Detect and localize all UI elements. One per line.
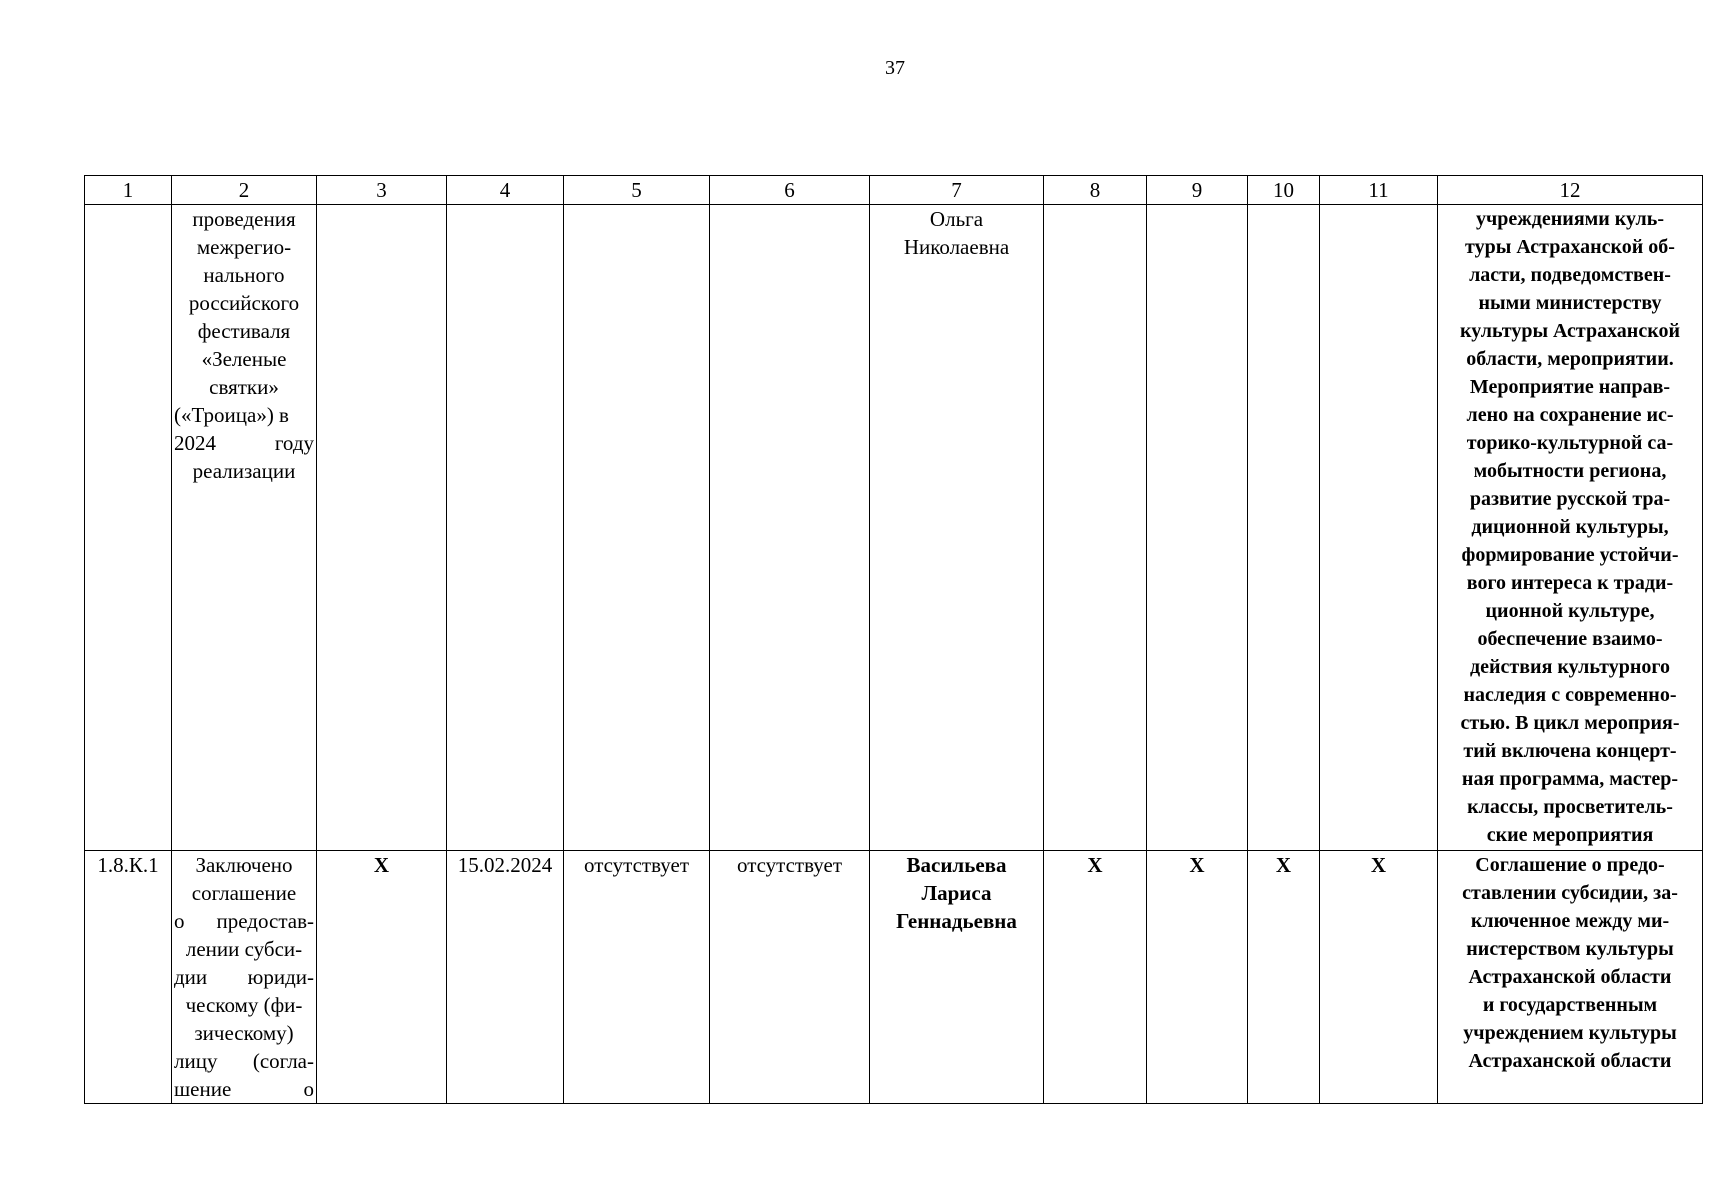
text-line: межрегио-: [196, 235, 292, 259]
header-cell: 9: [1147, 176, 1248, 205]
text-line: [174, 963, 314, 991]
text-line: обеспечение взаимо-: [1477, 628, 1663, 650]
row-number-cell: 1.8.К.1: [85, 851, 172, 1104]
header-cell: 4: [447, 176, 564, 205]
header-cell: 7: [870, 176, 1044, 205]
text-fragment: (согла-: [252, 1049, 314, 1073]
text-line: реализации: [192, 459, 296, 483]
description-cell: [1438, 205, 1703, 851]
cell-x-mark: Х: [1044, 851, 1147, 1104]
row-number-cell: [85, 205, 172, 851]
header-row: [85, 176, 1703, 205]
header-cell: 6: [710, 176, 870, 205]
text-fragment: юриди-: [247, 965, 314, 989]
text-line: учреждением культуры: [1463, 1022, 1677, 1044]
cell-x-mark: Х: [317, 851, 447, 1104]
header-cell: 1: [85, 176, 172, 205]
text-line: ласти, подведомствен-: [1469, 264, 1671, 286]
event-name-cell: [172, 205, 317, 851]
cell-x-mark: Х: [1320, 851, 1438, 1104]
empty-cell: [1044, 205, 1147, 851]
header-cell: 11: [1320, 176, 1438, 205]
empty-cell: [317, 205, 447, 851]
text-line: формирование устойчи-: [1461, 544, 1679, 566]
text-line: «Зеленые: [201, 347, 287, 371]
text-line: туры Астраханской об-: [1465, 236, 1675, 258]
text-line: [174, 907, 314, 935]
text-line: нистерством культуры: [1466, 938, 1674, 960]
status-cell: отсутствует: [564, 851, 710, 1104]
text-line: наследия с современно-: [1463, 684, 1677, 706]
text-line: Соглашение о предо-: [1475, 854, 1665, 876]
text-line: ставлении субсидии, за-: [1462, 882, 1678, 904]
responsible-person-cell: [870, 851, 1044, 1104]
text-line: вого интереса к тради-: [1466, 572, 1674, 594]
text-fragment: («Троица») в: [174, 403, 289, 427]
text-fragment: предостав-: [216, 909, 314, 933]
text-line: Васильева: [906, 853, 1007, 877]
text-line: области, мероприятии.: [1466, 348, 1674, 370]
table-row: [85, 205, 1703, 851]
status-cell: отсутствует: [710, 851, 870, 1104]
text-line: культуры Астраханской: [1459, 320, 1680, 342]
text-line: Николаевна: [903, 235, 1010, 259]
text-fragment: дии: [174, 965, 208, 989]
text-line: соглашение: [191, 881, 297, 905]
empty-cell: [710, 205, 870, 851]
text-line: действия культурного: [1470, 656, 1670, 678]
text-line: Лариса: [921, 881, 992, 905]
text-line: проведения: [192, 207, 296, 231]
header-cell: 5: [564, 176, 710, 205]
text-line: диционной культуры,: [1471, 516, 1669, 538]
text-line: классы, просветитель-: [1467, 796, 1673, 818]
text-line: российского: [188, 291, 300, 315]
text-line: стью. В цикл мероприя-: [1460, 712, 1680, 734]
text-line: Заключено: [195, 853, 293, 877]
document-table: [84, 175, 1703, 1104]
text-line: Геннадьевна: [896, 909, 1017, 933]
text-line: святки»: [209, 375, 279, 399]
description-cell: [1438, 851, 1703, 1104]
header-cell: 2: [172, 176, 317, 205]
text-line: мобытности региона,: [1473, 460, 1667, 482]
text-line: нального: [203, 263, 285, 287]
text-line: [174, 429, 314, 457]
event-name-cell: [172, 851, 317, 1104]
text-line: Астраханской области: [1468, 966, 1672, 988]
text-fragment: 2024: [174, 431, 216, 455]
date-cell: 15.02.2024: [447, 851, 564, 1104]
header-cell: 12: [1438, 176, 1703, 205]
text-line: ческому (фи-: [185, 993, 303, 1017]
empty-cell: [564, 205, 710, 851]
text-line: ключенное между ми-: [1470, 910, 1670, 932]
text-line: [174, 1075, 314, 1103]
text-line: лено на сохранение ис-: [1466, 404, 1674, 426]
text-line: зическому): [194, 1021, 294, 1045]
text-line: ная программа, мастер-: [1461, 768, 1679, 790]
cell-x-mark: Х: [1147, 851, 1248, 1104]
empty-cell: [1248, 205, 1320, 851]
text-line: фестиваля: [197, 319, 291, 343]
cell-x-mark: Х: [1248, 851, 1320, 1104]
text-line: Астраханской области: [1468, 1050, 1672, 1072]
table-row: [85, 851, 1703, 1104]
text-line: лении субси-: [185, 937, 303, 961]
empty-cell: [1147, 205, 1248, 851]
text-line: торико-культурной са-: [1466, 432, 1674, 454]
text-line: ционной культуре,: [1485, 600, 1655, 622]
text-line: учреждениями куль-: [1476, 208, 1664, 230]
empty-cell: [447, 205, 564, 851]
text-line: [174, 401, 314, 429]
text-line: [174, 1047, 314, 1075]
text-line: ские мероприятия: [1486, 824, 1654, 846]
text-line: развитие русской тра-: [1469, 488, 1671, 510]
text-line: и государственным: [1482, 994, 1658, 1016]
text-line: Мероприятие направ-: [1469, 376, 1671, 398]
page-number: 37: [885, 57, 905, 79]
text-fragment: о: [174, 909, 185, 933]
header-cell: 8: [1044, 176, 1147, 205]
empty-cell: [1320, 205, 1438, 851]
text-fragment: шение: [174, 1077, 232, 1101]
header-cell: 10: [1248, 176, 1320, 205]
text-line: тий включена концерт-: [1463, 740, 1677, 762]
text-fragment: лицу: [174, 1049, 218, 1073]
text-fragment: о: [303, 1077, 314, 1101]
text-fragment: году: [274, 431, 314, 455]
responsible-person-cell: [870, 205, 1044, 851]
header-cell: 3: [317, 176, 447, 205]
text-line: ными министерству: [1478, 292, 1662, 314]
text-line: Ольга: [929, 207, 984, 231]
